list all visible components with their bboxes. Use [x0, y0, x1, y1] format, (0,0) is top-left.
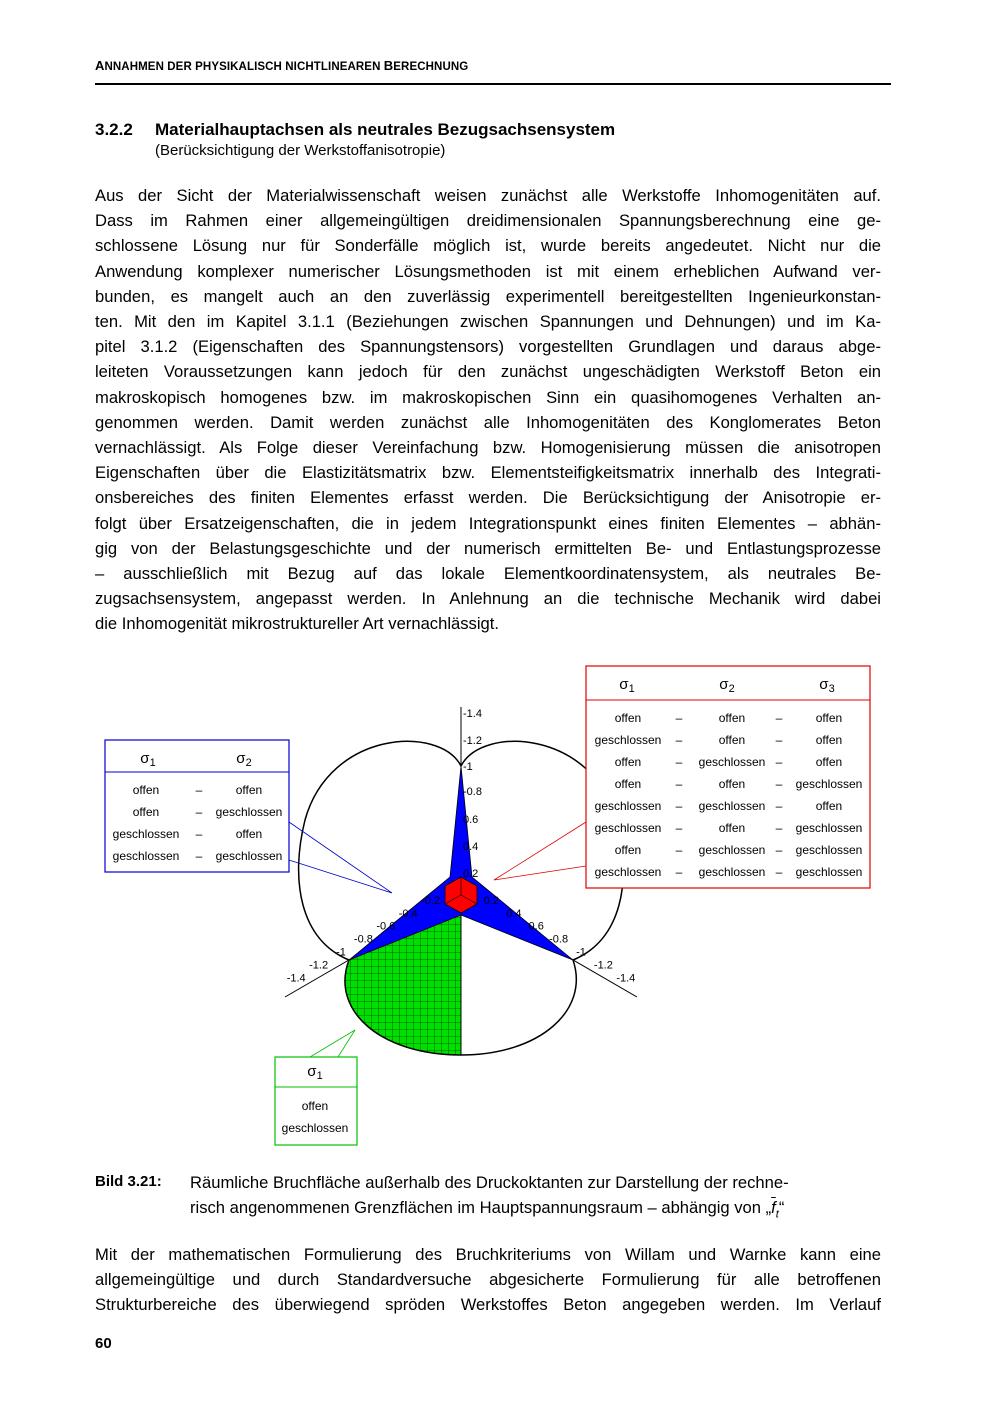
axis-tick-label: -0.2 — [421, 894, 441, 907]
text-line: pitel 3.1.2 (Eigenschaften des Spannungstensors) vorgestellten Grundlagen und daraus abge- — [95, 337, 881, 357]
text-line: Dass im Rahmen einer allgemeingültigen dreidimensionalen Spannungsberechnung eine ge- — [95, 211, 881, 231]
table-cell: offen — [815, 733, 843, 747]
table-cell: – — [675, 821, 683, 835]
axis-tick-label: -0.8 — [463, 786, 482, 798]
table-cell: offen — [718, 777, 746, 791]
text-line: Aus der Sicht der Materialwissenschaft weisen zunächst alle Werkstoffe Inhomogenitäten auf. — [95, 186, 881, 205]
table-cell: – — [195, 849, 203, 863]
axis-tick-label: 0.2 — [463, 868, 479, 880]
text-line: onsbereiches des finiten Elementes erfasst werden. Die Berücksichtigung der Anisotropie er- — [95, 488, 881, 508]
table-cell: geschlossen — [215, 805, 283, 819]
text-line: genommen werden. Damit werden zunächst alle Inhomogenitäten des Konglomerates Beton — [95, 412, 881, 432]
text-line: Anwendung komplexer numerischer Lösungsmethoden ist mit einem erheblichen Aufwand ver- — [95, 261, 881, 281]
table-cell: – — [775, 733, 783, 747]
axis-tick-label: -0.4 — [398, 907, 418, 920]
caption-text: risch angenommenen Grenzflächen im Hauptspannungsraum – abhängig von „ — [190, 1198, 772, 1217]
table-cell: – — [775, 777, 783, 791]
table-cell: offen — [614, 711, 642, 725]
running-head-text: ERECHNUNG — [393, 61, 469, 73]
table-cell: – — [675, 755, 683, 769]
table-cell: offen — [614, 843, 642, 857]
text-line: schlossene Lösung nur für Sonderfälle möglich ist, wurde bereits angedeutet. Nicht nur die — [95, 236, 881, 256]
axis-tick-label: -1.2 — [463, 735, 482, 747]
table-cell: – — [775, 755, 783, 769]
running-head — [95, 58, 468, 73]
sigma-header: $\sigma_1$ — [619, 676, 635, 695]
table-cell: geschlossen — [698, 865, 766, 879]
table-cell: offen — [815, 799, 843, 813]
table-cell: offen — [718, 733, 746, 747]
paragraph-2 — [95, 1242, 881, 1318]
table-cell: geschlossen — [594, 865, 662, 879]
text-line: vernachlässigt. Als Folge dieser Vereinfachung bzw. Homogenisierung müssen die anisotropen — [95, 438, 881, 458]
figure-label: Bild 3.21: — [95, 1173, 162, 1190]
axis-tick-label: -1 — [336, 946, 346, 959]
axis-tick-label: -1.4 — [286, 972, 306, 985]
text-line: die Inhomogenität mikrostruktureller Art vernachlässigt. — [95, 614, 499, 634]
section-title: Materialhauptachsen als neutrales Bezugsachsensystem — [155, 120, 616, 139]
table-cell: geschlossen — [698, 755, 766, 769]
table-cell: geschlossen — [795, 821, 863, 835]
table-cell: offen — [301, 1099, 329, 1113]
table-cell: offen — [614, 777, 642, 791]
section-number: 3.2.2 — [95, 120, 133, 139]
axis-tick-label: -1.2 — [593, 959, 613, 972]
table-cell: geschlossen — [795, 843, 863, 857]
table-cell: offen — [235, 783, 263, 797]
table-cell: offen — [235, 827, 263, 841]
caption-line — [190, 1195, 789, 1227]
table-cell: offen — [614, 755, 642, 769]
running-head-initial: B — [383, 58, 394, 73]
sigma-header: $\sigma_2$ — [236, 750, 252, 769]
table-cell: geschlossen — [594, 821, 662, 835]
axis-tick-label: -0.8 — [549, 933, 569, 946]
axis-tick-label: 0.6 — [463, 814, 479, 826]
table-cell: geschlossen — [112, 849, 180, 863]
table-cell: – — [675, 733, 683, 747]
red-callout — [494, 666, 870, 888]
text-line: allgemeingültige und durch Standardversuche abgesicherte Formulierung für alle betroffenen — [95, 1270, 881, 1290]
figure-caption — [190, 1170, 789, 1227]
table-cell: offen — [815, 711, 843, 725]
text-line: zugsachsensystem, angepasst werden. In Anlehnung an die technische Mechanik wird dabei — [95, 589, 881, 609]
table-cell: – — [675, 799, 683, 813]
text-line: Eigenschaften über die Elastizitätsmatrix bzw. Elementsteifigkeitsmatrix innerhalb des Integrati- — [95, 463, 881, 483]
blue-callout — [105, 740, 392, 893]
table-cell: – — [675, 711, 683, 725]
page-number: 60 — [95, 1335, 112, 1352]
sigma-header: $\sigma_3$ — [819, 676, 835, 695]
section-subtitle: (Berücksichtigung der Werkstoffanisotropie) — [155, 142, 446, 159]
table-cell: offen — [815, 755, 843, 769]
table-cell: offen — [132, 805, 160, 819]
text-line: ten. Mit den im Kapitel 3.1.1 (Beziehungen zwischen Spannungen und Dehnungen) und im Ka- — [95, 312, 881, 332]
caption-symbol: $\overline{f}$ — [771, 1198, 776, 1217]
green-callout — [275, 1030, 357, 1145]
table-cell: geschlossen — [698, 843, 766, 857]
axis-tick-label: 0.2 — [483, 894, 500, 907]
sigma-header: $\sigma_2$ — [719, 676, 735, 695]
text-line: leiteten Voraussetzungen kann jedoch für den zunächst ungeschädigten Werkstoff Beton ein — [95, 362, 881, 382]
table-cell: – — [195, 783, 203, 797]
header-rule — [95, 83, 891, 85]
axis-tick-label: -1 — [576, 946, 586, 959]
text-line: Strukturbereiche des überwiegend spröden Werkstoffes Beton angegeben werden. Im Verlauf — [95, 1295, 881, 1315]
axis-tick-label: -1.2 — [309, 959, 329, 972]
text-line: gig von der Belastungsgeschichte und der numerisch ermittelten Be- und Entlastungsprozesse — [95, 538, 881, 558]
axis-tick-label: 0.4 — [463, 841, 479, 853]
table-cell: geschlossen — [112, 827, 180, 841]
paragraph-1 — [95, 183, 881, 637]
axis-tick-label: -0.6 — [376, 920, 396, 933]
table-cell: – — [775, 865, 783, 879]
axis-tick-label: -1.4 — [616, 972, 636, 985]
caption-quote: “ — [778, 1198, 785, 1217]
axis-tick-label: 0.6 — [528, 920, 544, 933]
table-cell: geschlossen — [698, 799, 766, 813]
sigma-header: $\sigma_1$ — [307, 1063, 323, 1082]
axis-tick-label: 0.4 — [506, 907, 522, 920]
text-line: bunden, es mangelt auch an den zuverlässig experimentell bereitgestellten Ingenieurkonstan- — [95, 286, 881, 306]
table-cell: geschlossen — [594, 733, 662, 747]
table-cell: – — [675, 843, 683, 857]
text-line: makroskopisch homogenes bzw. im makroskopischen Sinn ein quasihomogenes Verhalten an- — [95, 387, 881, 407]
table-cell: geschlossen — [281, 1121, 349, 1135]
text-line: folgt über Ersatzeigenschaften, die in jedem Integrationspunkt eines finiten Elementes – abhän- — [95, 513, 881, 533]
table-cell: – — [775, 799, 783, 813]
axis-tick-label: -0.8 — [353, 933, 373, 946]
table-cell: – — [775, 843, 783, 857]
table-cell: – — [195, 827, 203, 841]
table-cell: – — [775, 821, 783, 835]
axis-tick-label: -1.4 — [463, 708, 482, 720]
caption-line: Räumliche Bruchfläche außerhalb des Druckoktanten zur Darstellung der rechne- — [190, 1173, 789, 1192]
axis-tick-label: -1 — [463, 761, 473, 773]
table-cell: geschlossen — [795, 865, 863, 879]
table-cell: geschlossen — [215, 849, 283, 863]
table-cell: offen — [132, 783, 160, 797]
table-cell: geschlossen — [594, 799, 662, 813]
text-line: – ausschließlich mit Bezug auf das lokale Elementkoordinatensystem, als neutrales Be- — [95, 564, 881, 584]
table-cell: – — [675, 777, 683, 791]
table-cell: – — [195, 805, 203, 819]
text-line: Mit der mathematischen Formulierung des Bruchkriteriums von Willam und Warnke kann eine — [95, 1245, 881, 1264]
caption-subscript: t — [775, 1208, 779, 1221]
running-head-text: NNAHMEN DER PHYSIKALISCH NICHTLINEAREN — [104, 61, 384, 73]
table-cell: geschlossen — [795, 777, 863, 791]
table-cell: offen — [718, 821, 746, 835]
table-cell: offen — [718, 711, 746, 725]
running-head-initial: A — [95, 58, 105, 73]
sigma-header: $\sigma_1$ — [140, 750, 156, 769]
table-cell: – — [675, 865, 683, 879]
table-cell: – — [775, 711, 783, 725]
failure-surface-figure — [0, 640, 1000, 1160]
